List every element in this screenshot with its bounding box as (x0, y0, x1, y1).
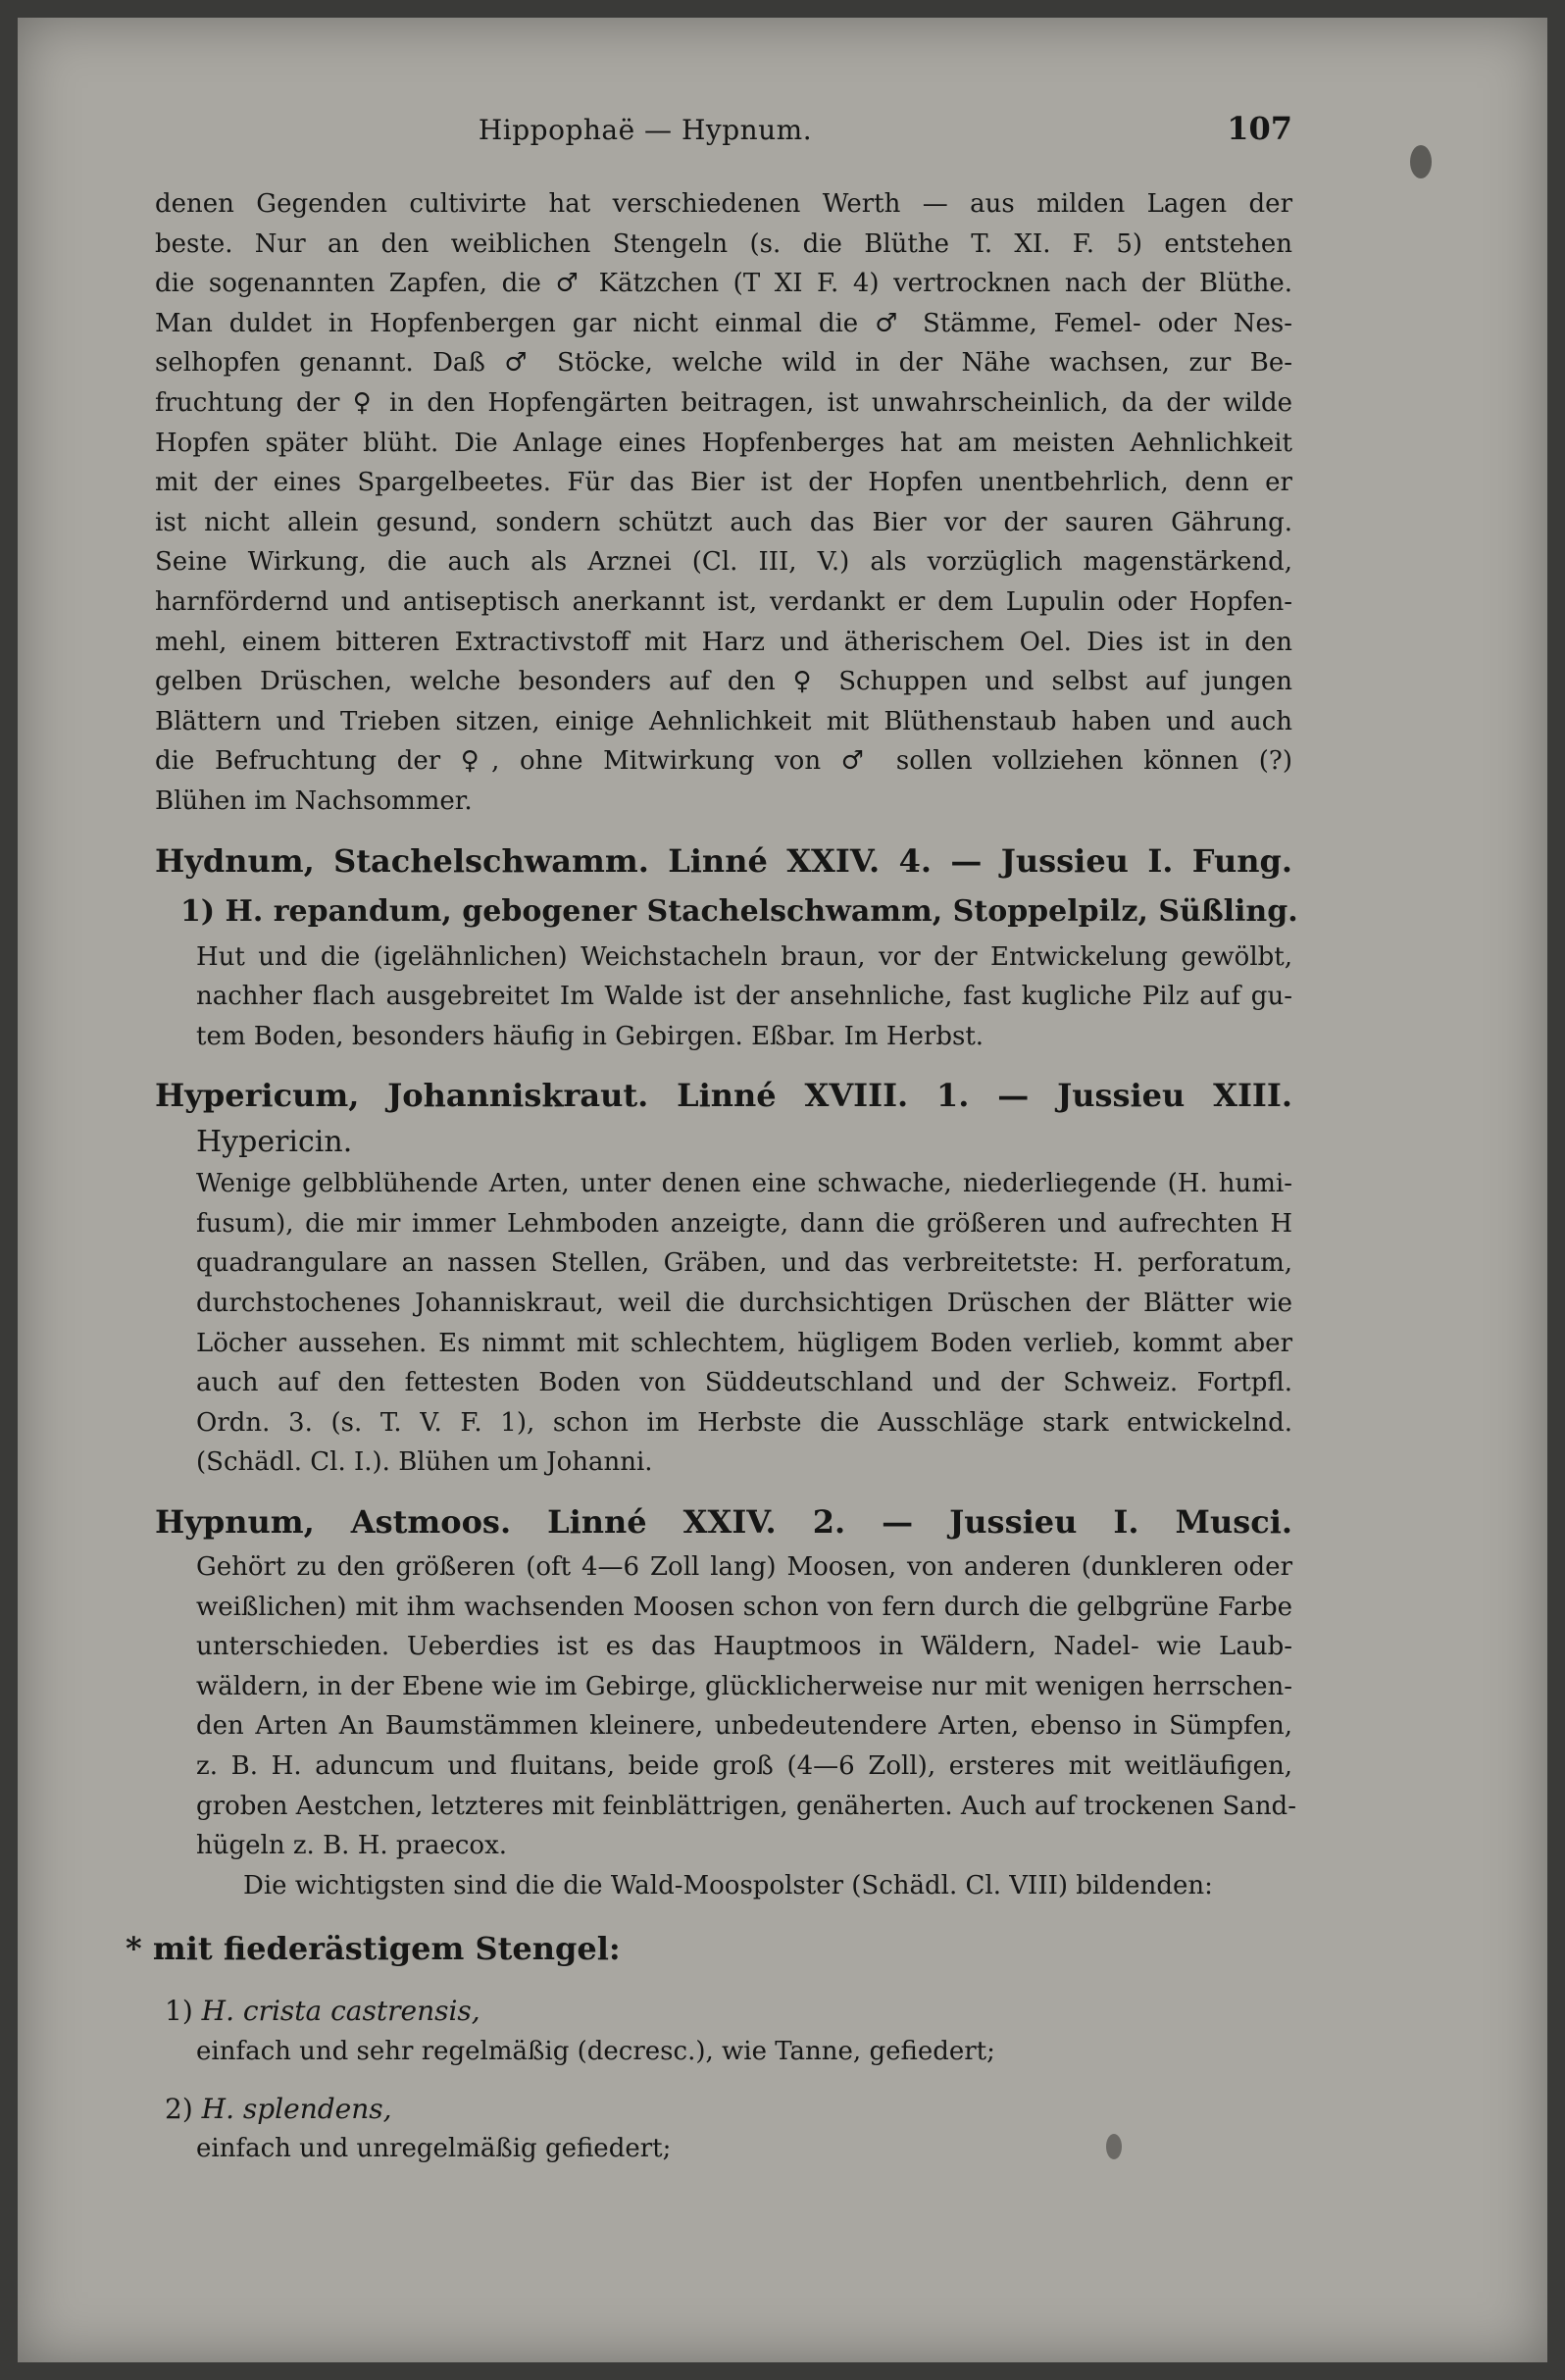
text-line: Ordn. 3. (s. T. V. F. 1), schon im Herbste die Ausschläge stark entwickelnd. (196, 1407, 1292, 1438)
text-line: denen Gegenden cultivirte hat verschiedenen Werth — aus milden Lagen der (155, 189, 1292, 219)
text-line: hügeln z. B. H. praecox. (196, 1831, 508, 1861)
item-number: 1) (165, 1995, 193, 2028)
text-line: nachher flach ausgebreitet Im Walde ist der ansehnliche, fast kugliche Pilz auf gu- (196, 982, 1292, 1012)
text-line: beste. Nur an den weiblichen Stengeln (s. die Blüthe T. XI. F. 5) entstehen (155, 228, 1292, 259)
text-line: tem Boden, besonders häufig in Gebirgen. Eßbar. Im Herbst. (196, 1021, 984, 1051)
text-line: weißlichen) mit ihm wachsenden Moosen schon von fern durch die gelbgrüne Farbe (196, 1592, 1292, 1622)
page-body (126, 184, 1298, 2169)
text-line: Seine Wirkung, die auch als Arznei (Cl. III, V.) als vorzüglich magenstärkend, (155, 547, 1292, 578)
entry-subheading: Hypericin. (196, 1125, 353, 1160)
entry-hypericum (155, 1070, 1292, 1483)
species-name: H. splendens, (201, 2092, 392, 2125)
species-heading: 1) H. repandum, gebogener Stachelschwamm, Stoppelpilz, Süßling. (180, 893, 1298, 929)
hippophae-continuation (155, 184, 1292, 822)
text-line: mit der eines Spargelbeetes. Für das Bier ist der Hopfen unentbehrlich, denn er (155, 468, 1292, 498)
species-name: H. crista castrensis, (201, 1995, 480, 2028)
text-line: Hopfen später blüht. Die Anlage eines Hopfenberges hat am meisten Aehnlichkeit (155, 428, 1292, 458)
text-line: Wenige gelbblühende Arten, unter denen eine schwache, niederliegende (H. humi- (196, 1169, 1292, 1199)
text-line: die Befruchtung der ♀, ohne Mitwirkung von ♂ sollen vollziehen können (?) (155, 746, 1292, 777)
item-number: 2) (165, 2092, 193, 2125)
text-line: den Arten An Baumstämmen kleinere, unbedeutendere Arten, ebenso in Sümpfen, (196, 1711, 1292, 1742)
list-item (155, 1992, 1292, 2071)
running-head: Hippophaë — Hypnum. (478, 114, 813, 146)
text-line: z. B. H. aduncum und fluitans, beide groß (4—6 Zoll), ersteres mit weitläufigen, (196, 1751, 1292, 1781)
group-heading: * mit fiederästigem Stengel: (126, 1930, 621, 1968)
text-line: selhopfen genannt. Daß ♂ Stöcke, welche wild in der Nähe wachsen, zur Be- (155, 348, 1292, 379)
page-header (155, 108, 1292, 157)
text-line: wäldern, in der Ebene wie im Gebirge, glücklicherweise nur mit wenigen herrschen- (196, 1671, 1292, 1701)
book-page (18, 18, 1547, 2362)
text-line: die sogenannten Zapfen, die ♂ Kätzchen (T XI F. 4) vertrocknen nach der Blüthe. (155, 269, 1292, 299)
text-line: durchstochenes Johanniskraut, weil die durchsichtigen Drüschen der Blätter wie (196, 1289, 1292, 1319)
item-description: einfach und unregelmäßig gefiedert; (196, 2134, 672, 2164)
list-item (155, 2090, 1292, 2169)
text-line: (Schädl. Cl. I.). Blühen um Johanni. (196, 1447, 653, 1478)
text-line: gelben Drüschen, welche besonders auf den ♀ Schuppen und selbst auf jungen (155, 667, 1292, 697)
text-line: Blättern und Trieben sitzen, einige Aehnlichkeit mit Blüthenstaub haben und auch (155, 706, 1292, 736)
ink-smudge (1410, 145, 1432, 178)
ink-smudge (1106, 2134, 1122, 2159)
text-line: fusum), die mir immer Lehmboden anzeigte, dann die größeren und aufrechten H (196, 1208, 1292, 1239)
text-line: Man duldet in Hopfenbergen gar nicht einmal die ♂ Stämme, Femel- oder Nes- (155, 308, 1292, 338)
entry-hypnum (126, 1496, 1296, 2169)
text-line: Gehört zu den größeren (oft 4—6 Zoll lang) Moosen, von anderen (dunkleren oder (196, 1552, 1292, 1583)
entry-hydnum (155, 836, 1298, 1057)
text-line: harnfördernd und antiseptisch anerkannt ist, verdankt er dem Lupulin oder Hopfen- (155, 586, 1292, 617)
text-line: auch auf den fettesten Boden von Süddeutschland und der Schweiz. Fortpfl. (196, 1368, 1292, 1398)
text-line: groben Aestchen, letzteres mit feinblättrigen, genäherten. Auch auf trockenen Sand- (196, 1791, 1296, 1821)
text-line: Hut und die (igelähnlichen) Weichstacheln braun, vor der Entwickelung gewölbt, (196, 941, 1292, 972)
text-line: ist nicht allein gesund, sondern schützt auch das Bier vor der sauren Gährung. (155, 507, 1292, 537)
item-description: einfach und sehr regelmäßig (decresc.), wie Tanne, gefiedert; (196, 2036, 995, 2066)
entry-heading: Hydnum, Stachelschwamm. Linné XXIV. 4. — Jussieu I. Fung. (155, 841, 1292, 880)
text-line: Blühen im Nachsommer. (155, 785, 473, 816)
text-line: quadrangulare an nassen Stellen, Gräben, und das verbreitetste: H. perforatum, (196, 1248, 1292, 1279)
text-line: mehl, einem bitteren Extractivstoff mit Harz und ätherischem Oel. Dies ist in den (155, 627, 1292, 657)
text-line: fruchtung der ♀ in den Hopfengärten beitragen, ist unwahrscheinlich, da der wilde (155, 387, 1292, 418)
page-number: 107 (1227, 110, 1292, 147)
text-line: unterschieden. Ueberdies ist es das Hauptmoos in Wäldern, Nadel- wie Laub- (196, 1632, 1292, 1662)
entry-heading: Hypericum, Johanniskraut. Linné XVIII. 1. — Jussieu XIII. (155, 1077, 1292, 1115)
text-line: Löcher aussehen. Es nimmt mit schlechtem, hügligem Boden verlieb, kommt aber (196, 1328, 1292, 1358)
text-line: Die wichtigsten sind die die Wald-Moospolster (Schädl. Cl. VIII) bildenden: (243, 1870, 1213, 1900)
entry-heading: Hypnum, Astmoos. Linné XXIV. 2. — Jussieu I. Musci. (155, 1503, 1292, 1542)
